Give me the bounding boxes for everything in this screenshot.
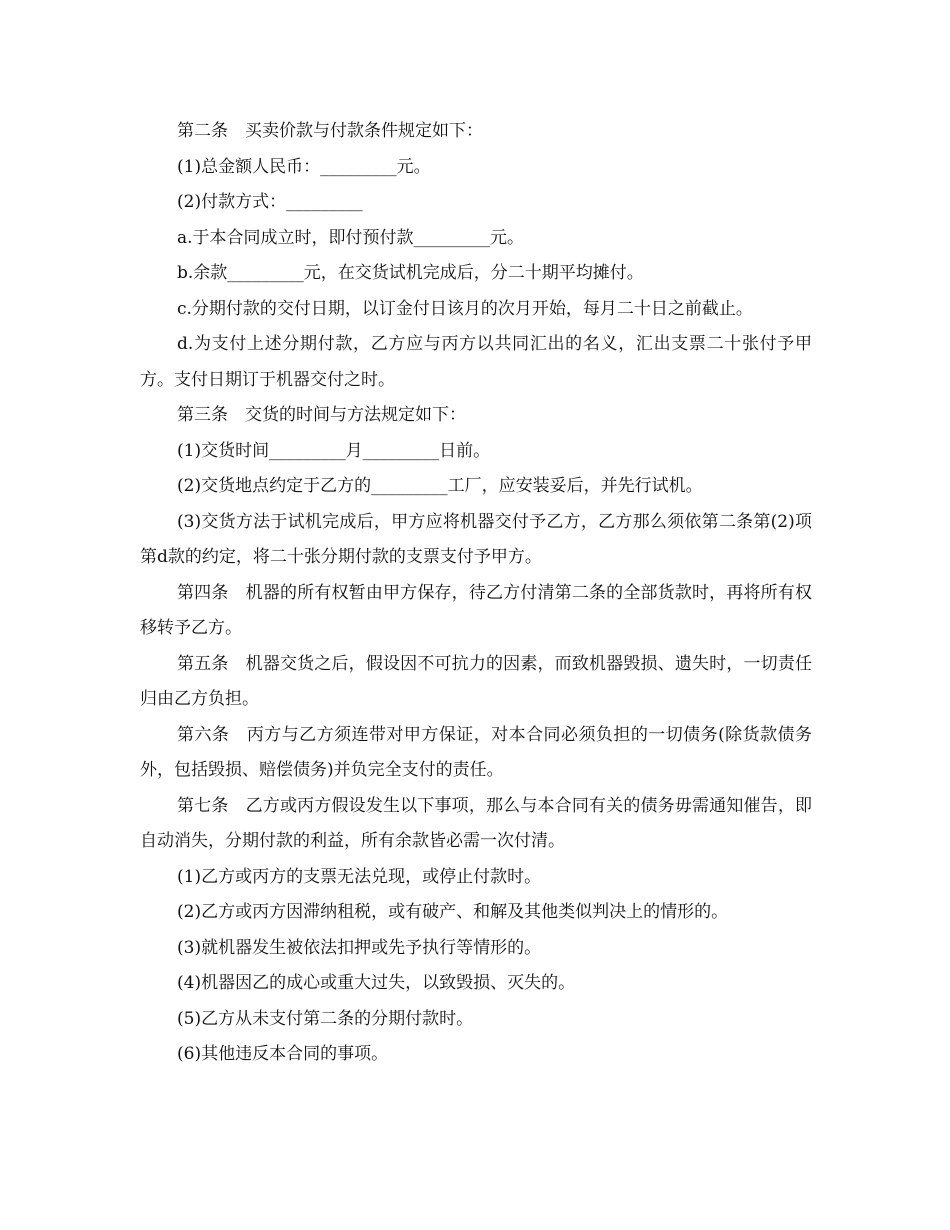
article-2-item-1: (1)总金额人民币：_________元。: [177, 156, 431, 177]
article-2-heading: 第二条 买卖价款与付款条件规定如下：: [177, 121, 483, 141]
article-2-item-a: a.于本合同成立时，即付预付款_________元。: [177, 227, 525, 248]
article-2-item-d: d.为支付上述分期付款，乙方应与丙方以共同汇出的名义，汇出支票二十张付予甲方。支付日期订于机器交付之时。: [140, 334, 812, 390]
article-5: 第五条 机器交货之后，假设因不可抗力的因素，而致机器毁损、遗失时，一切责任归由乙方负担。: [140, 653, 812, 709]
article-7-item-3: (3)就机器发生被依法扣押或先予执行等情形的。: [177, 937, 542, 958]
article-7: 第七条 乙方或丙方假设发生以下事项，那么与本合同有关的债务毋需通知催告，即自动消失，分期付款的利益，所有余款皆必需一次付清。: [140, 795, 812, 851]
article-3-item-1: (1)交货时间_________月_________日前。: [177, 440, 491, 461]
article-7-item-2: (2)乙方或丙方因滞纳租税，或有破产、和解及其他类似判决上的情形的。: [177, 902, 729, 922]
article-2-item-b: b.余款_________元，在交货试机完成后，分二十期平均摊付。: [177, 263, 644, 283]
article-6: 第六条 丙方与乙方须连带对甲方保证，对本合同必须负担的一切债务(除货款债务外，包括毁损、赔偿债务)并负完全支付的责任。: [140, 724, 812, 780]
article-3-item-2: (2)交货地点约定于乙方的_________工厂，应安装妥后，并先行试机。: [177, 476, 703, 496]
article-7-item-4: (4)机器因乙的成心或重大过失，以致毁损、灭失的。: [177, 973, 576, 993]
article-7-item-5: (5)乙方从未支付第二条的分期付款时。: [177, 1008, 474, 1029]
article-2-item-c: c.分期付款的交付日期，以订金付日该月的次月开始，每月二十日之前截止。: [177, 298, 753, 319]
article-7-item-1: (1)乙方或丙方的支票无法兑现，或停止付款时。: [177, 866, 542, 887]
article-3-heading: 第三条 交货的时间与方法规定如下：: [177, 405, 466, 425]
article-2-item-2: (2)付款方式：_________: [177, 192, 363, 212]
article-7-item-6: (6)其他违反本合同的事项。: [177, 1044, 389, 1064]
contract-body: [140, 114, 812, 1073]
article-4: 第四条 机器的所有权暂由甲方保存，待乙方付清第二条的全部货款时，再将所有权移转予乙方。: [140, 582, 812, 638]
article-3-item-3: (3)交货方法于试机完成后，甲方应将机器交付予乙方，乙方那么须依第二条第(2)项第d款的约定，将二十张分期付款的支票支付予甲方。: [140, 511, 812, 567]
